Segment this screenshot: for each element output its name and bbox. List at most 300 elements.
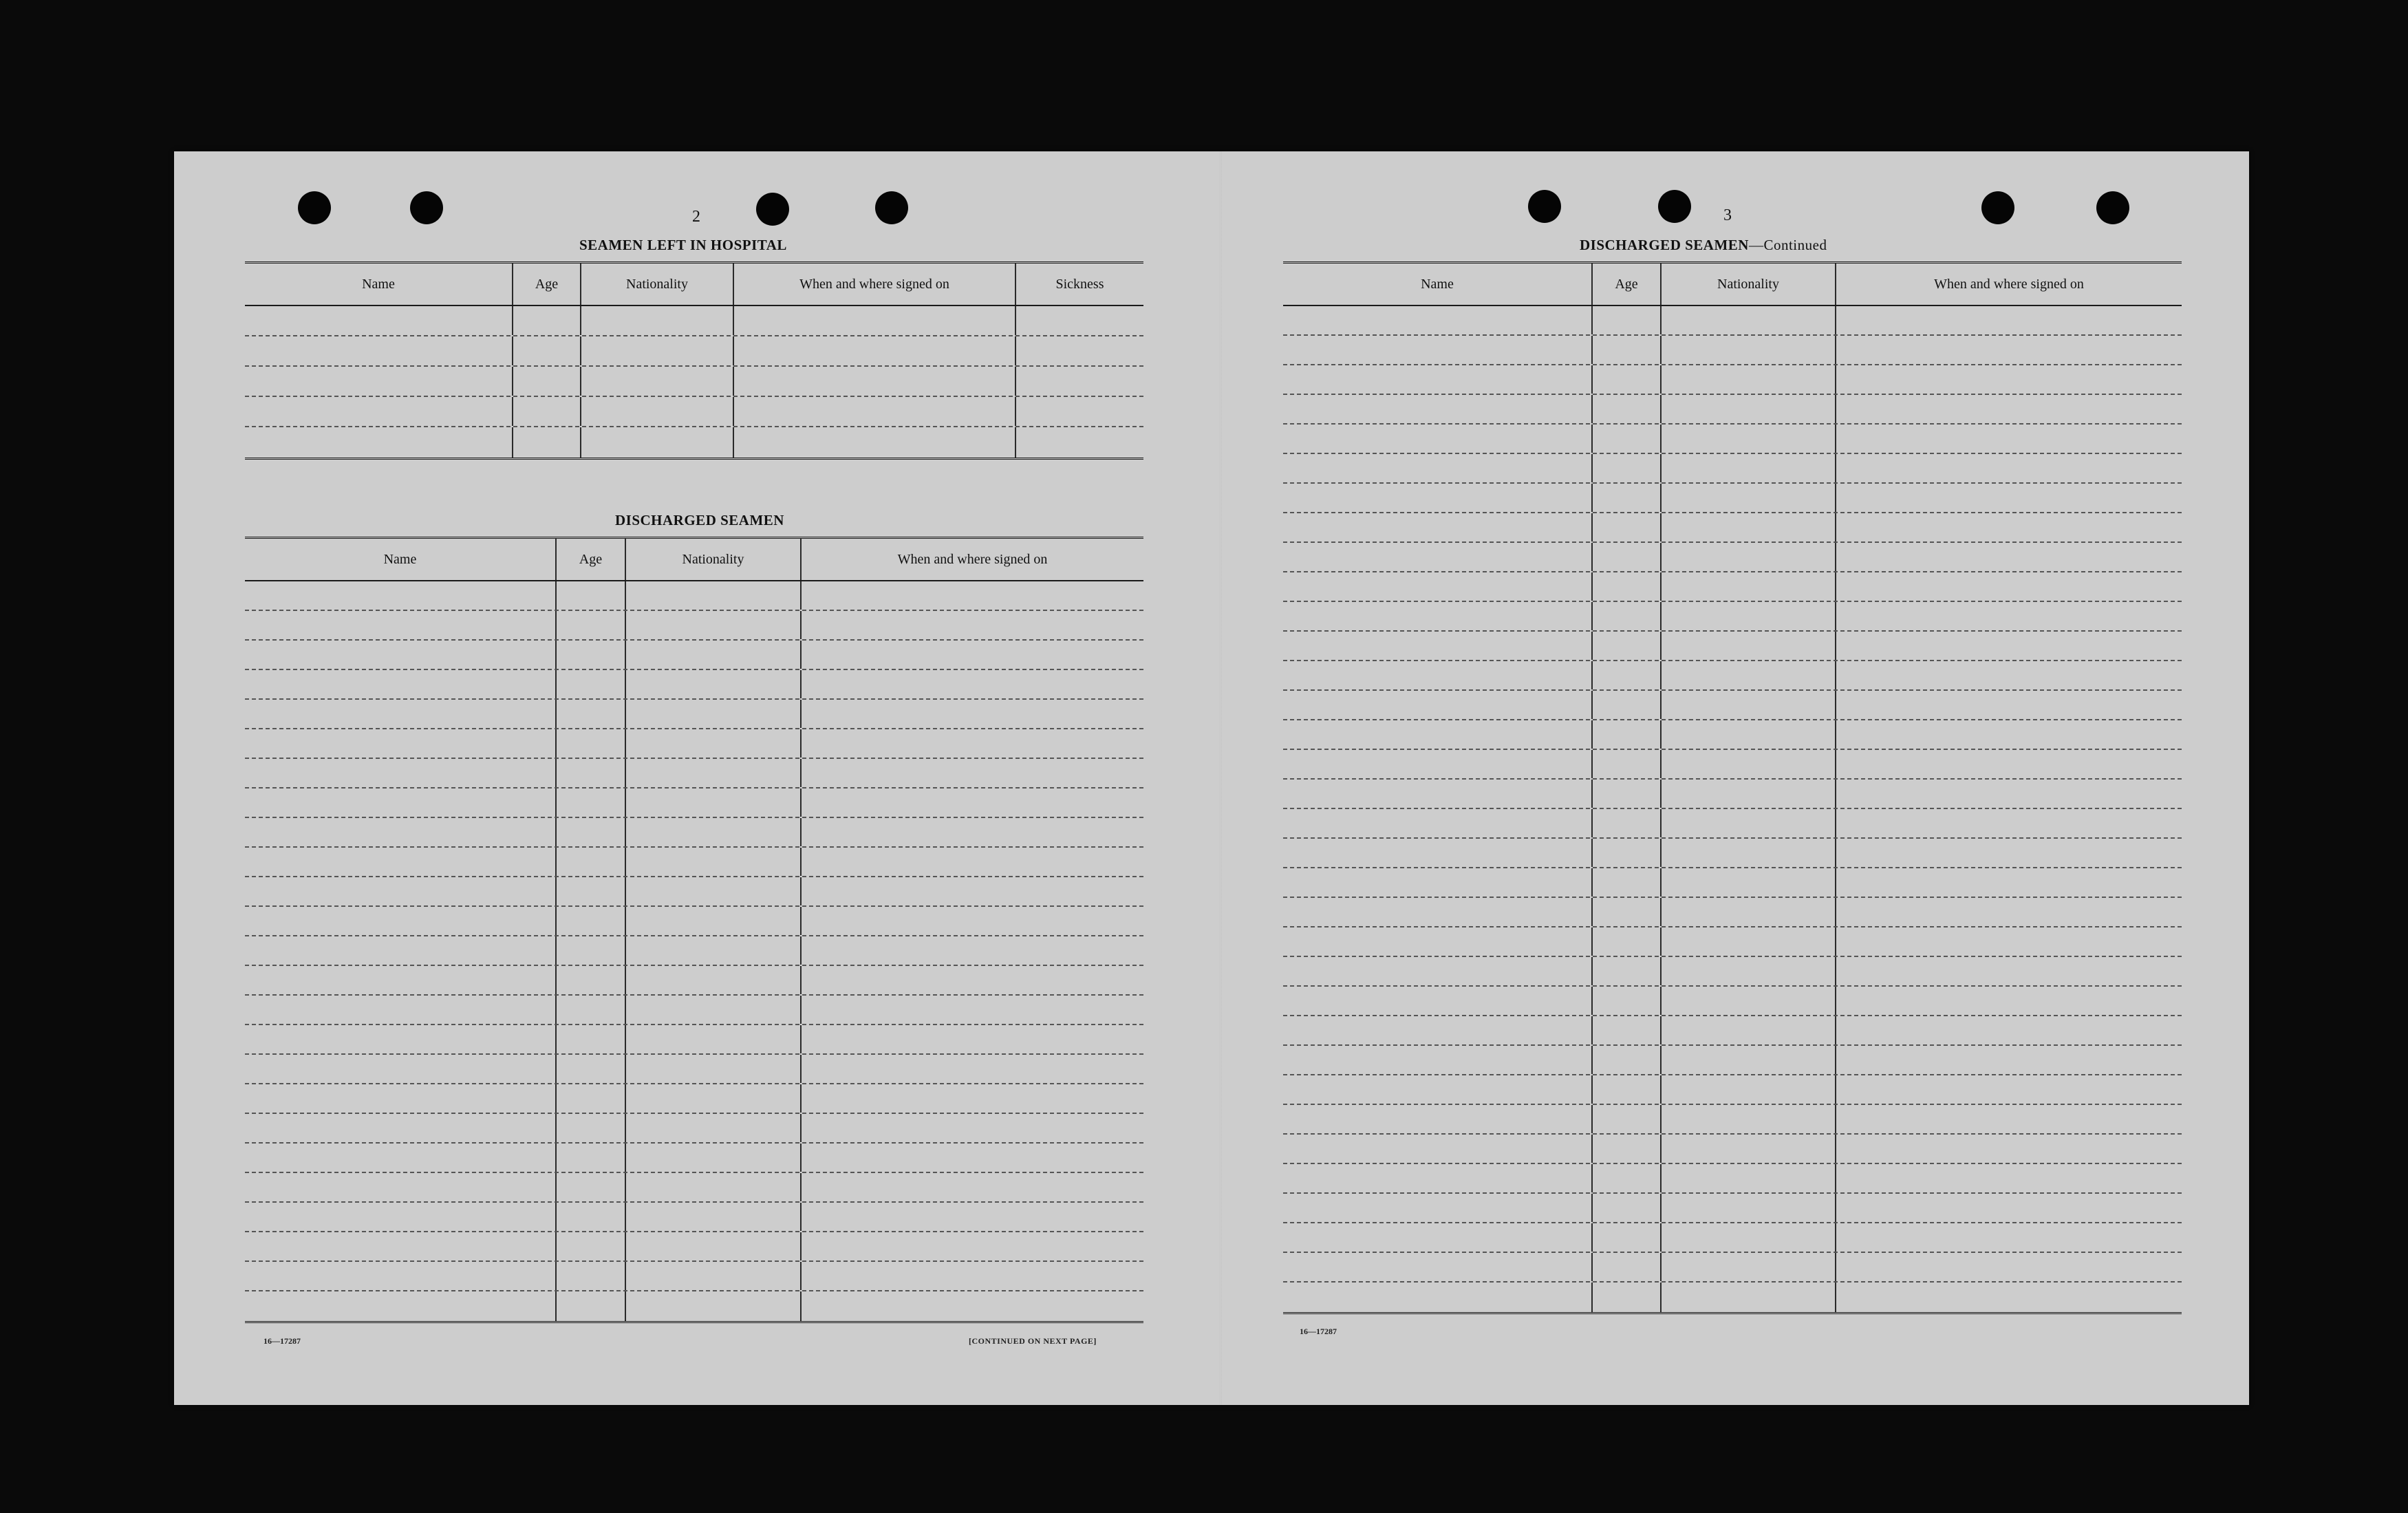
table-cell [1662, 1223, 1836, 1252]
table-row [245, 759, 1143, 788]
table-cell [1662, 425, 1836, 453]
table-row [245, 1114, 1143, 1144]
page-number-right: 3 [1723, 206, 1732, 224]
table-cell [1836, 1135, 2182, 1163]
table-cell [1283, 572, 1593, 601]
table-cell [245, 788, 557, 817]
table-cell [557, 611, 626, 639]
table-cell [1662, 1016, 1836, 1044]
table-cell [1662, 1283, 1836, 1312]
table-cell [626, 1203, 802, 1231]
table-cell [802, 759, 1143, 787]
table-cell [626, 1291, 802, 1321]
table-cell [1836, 1283, 2182, 1312]
table-cell [1662, 720, 1836, 749]
table-row [1283, 425, 2182, 454]
table-cell [1836, 1046, 2182, 1074]
punch-hole [1981, 191, 2014, 224]
table-cell [1836, 395, 2182, 423]
table-cell [1593, 720, 1662, 749]
table-cell [1283, 927, 1593, 956]
punch-hole [756, 193, 789, 226]
column-header-nationality: Nationality [626, 539, 802, 580]
table-row [1283, 987, 2182, 1016]
table-cell [802, 581, 1143, 610]
table-cell [1836, 868, 2182, 897]
table-row [1283, 543, 2182, 572]
table-row [245, 848, 1143, 877]
table-cell [1593, 927, 1662, 956]
table-cell [1662, 987, 1836, 1015]
table-cell [1593, 1105, 1662, 1133]
table-cell [802, 936, 1143, 965]
table-row [1283, 927, 2182, 957]
table-cell [1593, 750, 1662, 778]
table-cell [1283, 720, 1593, 749]
table-cell [1662, 454, 1836, 482]
table-row [245, 367, 1143, 397]
table-cell [1662, 484, 1836, 512]
table-cell [557, 1291, 626, 1321]
center-fold [1220, 151, 1222, 1405]
column-header-age: Age [557, 539, 626, 580]
table-cell [626, 996, 802, 1024]
table-cell [1836, 1253, 2182, 1281]
table-row [245, 306, 1143, 336]
table-row [245, 788, 1143, 818]
table-cell [557, 1114, 626, 1142]
table-cell [1662, 572, 1836, 601]
table-cell [1836, 720, 2182, 749]
table-cell [1593, 987, 1662, 1015]
table-row [1283, 898, 2182, 927]
table-cell [802, 848, 1143, 876]
table-row [1283, 780, 2182, 809]
table-cell [1283, 868, 1593, 897]
table-row [1283, 602, 2182, 632]
table-row [1283, 957, 2182, 987]
table-cell [557, 700, 626, 728]
table-cell [1283, 839, 1593, 867]
table-cell [626, 966, 802, 994]
table-row [245, 581, 1143, 611]
table-cell [1593, 425, 1662, 453]
table-cell [1283, 1223, 1593, 1252]
table-cell [1836, 602, 2182, 630]
form-number-left: 16—17287 [264, 1336, 301, 1346]
table-cell [626, 641, 802, 669]
table-cell [802, 907, 1143, 935]
table-cell [1662, 306, 1836, 334]
table-cell [557, 729, 626, 758]
table-cell [1283, 1075, 1593, 1104]
punch-hole [2096, 191, 2129, 224]
table-cell [1662, 602, 1836, 630]
table-cell [802, 877, 1143, 905]
table-cell [1283, 513, 1593, 541]
table-cell [1593, 1194, 1662, 1222]
table-cell [626, 1262, 802, 1290]
continued-on-next-page-note: [CONTINUED ON NEXT PAGE] [969, 1336, 1097, 1346]
table-cell [1593, 484, 1662, 512]
table-cell [557, 907, 626, 935]
table-cell [1283, 1016, 1593, 1044]
table-cell [1836, 1164, 2182, 1192]
table-cell [626, 759, 802, 787]
punch-hole [410, 191, 443, 224]
table-cell [626, 907, 802, 935]
table-row [1283, 454, 2182, 484]
table-cell [626, 700, 802, 728]
table-row [245, 818, 1143, 848]
table-cell [557, 1025, 626, 1053]
table-cell [1662, 691, 1836, 719]
table-cell [802, 966, 1143, 994]
table-cell [1283, 987, 1593, 1015]
hospital-section-title: SEAMEN LEFT IN HOSPITAL [579, 237, 787, 253]
table-cell [802, 818, 1143, 846]
table-cell [1283, 425, 1593, 453]
table-row [1283, 395, 2182, 425]
column-header-name: Name [245, 264, 513, 305]
table-cell [245, 1262, 557, 1290]
table-row [1283, 632, 2182, 661]
table-cell [1283, 365, 1593, 394]
table-cell [1283, 543, 1593, 571]
table-row [1283, 868, 2182, 898]
table-cell [1593, 543, 1662, 571]
table-cell [1593, 957, 1662, 985]
column-header-signed-on: When and where signed on [897, 551, 1048, 567]
table-cell [626, 611, 802, 639]
table-cell [1662, 1194, 1836, 1222]
table-cell [557, 1203, 626, 1231]
table-cell [1836, 809, 2182, 837]
table-cell [1662, 543, 1836, 571]
table-cell [802, 996, 1143, 1024]
table-row [1283, 1283, 2182, 1312]
column-header-nationality: Nationality [581, 264, 734, 305]
table-cell [1593, 1135, 1662, 1163]
table-row [1283, 306, 2182, 336]
table-row [1283, 1046, 2182, 1075]
table-cell [626, 1114, 802, 1142]
table-row [245, 1262, 1143, 1291]
table-cell [1593, 691, 1662, 719]
table-cell [245, 996, 557, 1024]
table-row [245, 1055, 1143, 1084]
table-cell [1836, 691, 2182, 719]
punch-hole [1658, 190, 1691, 223]
table-cell [1662, 839, 1836, 867]
table-cell [1593, 336, 1662, 364]
table-cell [1836, 543, 2182, 571]
table-cell [1593, 306, 1662, 334]
table-row [245, 1291, 1143, 1321]
table-cell [1836, 1016, 2182, 1044]
table-cell [1593, 513, 1662, 541]
table-row [245, 936, 1143, 966]
table-cell [1662, 957, 1836, 985]
table-cell [1283, 1046, 1593, 1074]
table-cell [1593, 898, 1662, 926]
table-row [1283, 484, 2182, 513]
form-number-right: 16—17287 [1300, 1327, 1337, 1336]
table-cell [245, 1084, 557, 1113]
table-cell [245, 1203, 557, 1231]
table-cell [1836, 632, 2182, 660]
table-cell [802, 641, 1143, 669]
column-header-signed-on: When and where signed on [734, 264, 1016, 305]
table-cell [557, 581, 626, 610]
discharged-continued-table-header [1283, 264, 2182, 306]
table-row [245, 611, 1143, 641]
table-cell [1593, 395, 1662, 423]
discharged-continued-table [1283, 261, 2182, 1314]
table-cell [557, 1084, 626, 1113]
table-cell [245, 1055, 557, 1083]
table-row [245, 1203, 1143, 1232]
table-cell [802, 1025, 1143, 1053]
discharged-section-title: DISCHARGED SEAMEN [615, 512, 784, 528]
table-cell [802, 1203, 1143, 1231]
table-cell [1283, 1194, 1593, 1222]
table-cell [802, 1173, 1143, 1201]
table-cell [1662, 513, 1836, 541]
table-cell [626, 788, 802, 817]
table-cell [1593, 661, 1662, 689]
column-header-signed-on: When and where signed on [1934, 276, 2084, 292]
table-cell [626, 581, 802, 610]
table-cell [1283, 809, 1593, 837]
table-cell [245, 641, 557, 669]
table-cell [557, 670, 626, 698]
table-row [1283, 720, 2182, 750]
table-row [245, 427, 1143, 458]
discharged-table-header [245, 539, 1143, 581]
table-row [1283, 1135, 2182, 1164]
table-cell [1283, 750, 1593, 778]
table-row [1283, 809, 2182, 839]
table-cell [802, 1262, 1143, 1290]
table-cell [1836, 1223, 2182, 1252]
table-cell [557, 996, 626, 1024]
table-cell [1836, 484, 2182, 512]
table-cell [557, 1055, 626, 1083]
table-cell [557, 1262, 626, 1290]
table-cell [557, 966, 626, 994]
table-cell [245, 1114, 557, 1142]
table-cell [1593, 839, 1662, 867]
table-cell [1662, 1105, 1836, 1133]
table-cell [245, 611, 557, 639]
table-cell [1662, 1075, 1836, 1104]
table-row [245, 907, 1143, 936]
table-cell [802, 729, 1143, 758]
table-row [1283, 691, 2182, 720]
table-cell [1593, 1283, 1662, 1312]
table-row [245, 397, 1143, 427]
table-row [1283, 839, 2182, 868]
table-cell [1283, 336, 1593, 364]
table-cell [1662, 1046, 1836, 1074]
column-header-age: Age [513, 264, 581, 305]
table-cell [1662, 365, 1836, 394]
table-cell [802, 1084, 1143, 1113]
table-cell [802, 788, 1143, 817]
table-row [245, 1084, 1143, 1114]
table-cell [1593, 1075, 1662, 1104]
table-cell [557, 788, 626, 817]
table-cell [1836, 425, 2182, 453]
table-cell [245, 729, 557, 758]
table-row [245, 1232, 1143, 1262]
table-row [1283, 572, 2182, 602]
table-cell [626, 1055, 802, 1083]
table-cell [1283, 306, 1593, 334]
table-row [245, 996, 1143, 1025]
table-cell [1593, 780, 1662, 808]
table-cell [1283, 602, 1593, 630]
table-row [1283, 336, 2182, 365]
table-cell [1836, 750, 2182, 778]
table-cell [626, 818, 802, 846]
table-cell [1662, 750, 1836, 778]
table-cell [802, 1114, 1143, 1142]
discharged-continued-table-body [1283, 306, 2182, 1312]
table-cell [1283, 898, 1593, 926]
table-cell [1283, 632, 1593, 660]
hospital-table [245, 261, 1143, 460]
table-cell [245, 1144, 557, 1172]
table-cell [1836, 1105, 2182, 1133]
table-cell [1593, 1253, 1662, 1281]
table-cell [802, 1291, 1143, 1321]
table-cell [245, 848, 557, 876]
table-cell [557, 818, 626, 846]
table-row [245, 641, 1143, 670]
table-cell [1593, 365, 1662, 394]
table-cell [1283, 454, 1593, 482]
table-cell [1662, 898, 1836, 926]
table-cell [1283, 484, 1593, 512]
table-cell [557, 641, 626, 669]
table-row [245, 670, 1143, 700]
table-cell [626, 877, 802, 905]
discharged-table [245, 537, 1143, 1323]
column-header-name: Name [1283, 264, 1593, 305]
table-cell [1662, 1253, 1836, 1281]
table-row [245, 1173, 1143, 1203]
table-cell [1836, 454, 2182, 482]
table-cell [1836, 365, 2182, 394]
table-cell [802, 1144, 1143, 1172]
table-cell [626, 1173, 802, 1201]
table-cell [802, 700, 1143, 728]
table-cell [245, 936, 557, 965]
discharged-continued-title [1580, 237, 1827, 254]
table-cell [1662, 927, 1836, 956]
table-cell [1836, 1075, 2182, 1104]
table-row [1283, 513, 2182, 543]
table-cell [1662, 1135, 1836, 1163]
table-cell [245, 818, 557, 846]
table-cell [1836, 336, 2182, 364]
table-cell [245, 1173, 557, 1201]
table-cell [245, 907, 557, 935]
table-cell [245, 670, 557, 698]
table-cell [1593, 1164, 1662, 1192]
table-row [245, 877, 1143, 907]
table-cell [626, 1232, 802, 1260]
column-header-age: Age [1593, 264, 1662, 305]
table-row [1283, 1075, 2182, 1105]
table-cell [1283, 1135, 1593, 1163]
table-cell [245, 1025, 557, 1053]
table-cell [802, 1232, 1143, 1260]
table-cell [1836, 898, 2182, 926]
page-number-left: 2 [692, 208, 700, 226]
table-cell [1836, 839, 2182, 867]
table-cell [1283, 780, 1593, 808]
table-cell [1836, 927, 2182, 956]
table-cell [1283, 1105, 1593, 1133]
table-cell [1836, 572, 2182, 601]
table-row [1283, 1223, 2182, 1253]
table-cell [1283, 1253, 1593, 1281]
hospital-table-body [245, 306, 1143, 458]
table-cell [1283, 957, 1593, 985]
punch-hole [298, 191, 331, 224]
table-row [1283, 1164, 2182, 1194]
table-cell [1836, 306, 2182, 334]
table-cell [626, 936, 802, 965]
table-cell [626, 729, 802, 758]
table-cell [245, 581, 557, 610]
table-cell [802, 1055, 1143, 1083]
table-cell [626, 1084, 802, 1113]
table-cell [1662, 632, 1836, 660]
table-cell [1593, 1046, 1662, 1074]
table-cell [802, 670, 1143, 698]
table-cell [1283, 395, 1593, 423]
table-cell [626, 1025, 802, 1053]
table-row [1283, 1194, 2182, 1223]
punch-hole [1528, 190, 1561, 223]
table-cell [1662, 780, 1836, 808]
table-cell [245, 700, 557, 728]
form-sheet [174, 151, 2249, 1405]
punch-hole [875, 191, 908, 224]
table-cell [1593, 454, 1662, 482]
table-row [245, 966, 1143, 996]
table-cell [1593, 632, 1662, 660]
table-cell [1593, 602, 1662, 630]
table-cell [1836, 513, 2182, 541]
table-row [245, 1144, 1143, 1173]
table-cell [1593, 809, 1662, 837]
table-cell [557, 848, 626, 876]
discharged-table-body [245, 581, 1143, 1321]
table-cell [1593, 868, 1662, 897]
table-cell [557, 1232, 626, 1260]
table-cell [1836, 661, 2182, 689]
table-cell [557, 1144, 626, 1172]
table-cell [1283, 661, 1593, 689]
table-cell [557, 1173, 626, 1201]
table-cell [626, 848, 802, 876]
table-cell [245, 759, 557, 787]
